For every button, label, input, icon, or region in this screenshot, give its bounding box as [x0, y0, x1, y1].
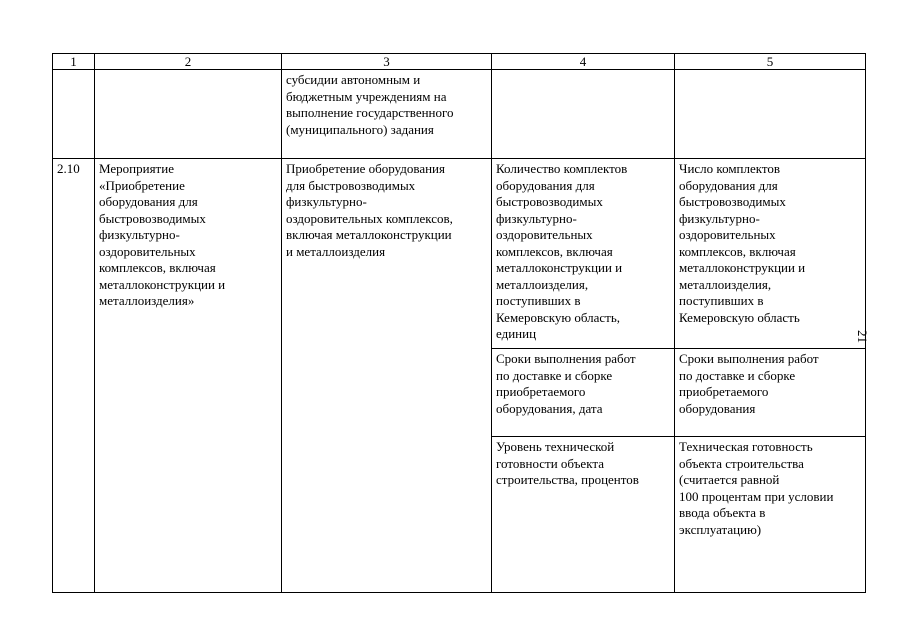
column-number-row	[53, 54, 866, 70]
indicator-name-text: Количество комплектов оборудования для быстровозводимых физкультурно- оздоровительных комплексов, включая металлоконструкции и металлоизделия, поступивших в Кемеровскую область, единиц	[496, 161, 628, 341]
column-number-5: 5	[675, 54, 866, 70]
indicator-method-text: Техническая готовность объекта строительства (считается равной 100 процентам при условии ввода объекта в эксплуатацию)	[679, 439, 834, 537]
continuation-indicator-cell	[492, 70, 675, 159]
column-number-4: 4	[492, 54, 675, 70]
column-number-3: 3	[282, 54, 492, 70]
page-number: 21	[855, 330, 870, 343]
column-number-2: 2	[95, 54, 282, 70]
indicator-name-cell	[492, 159, 675, 349]
table-row-2-10	[53, 159, 866, 349]
event-cell	[95, 159, 282, 593]
content-cell	[282, 159, 492, 593]
continuation-num-cell	[53, 70, 95, 159]
indicator-method-text: Сроки выполнения работ по доставке и сборке приобретаемого оборудования	[679, 351, 819, 416]
indicator-name-text: Сроки выполнения работ по доставке и сборке приобретаемого оборудования, дата	[496, 351, 636, 416]
continuation-method-cell	[675, 70, 866, 159]
indicators-table	[52, 53, 866, 593]
row-number: 2.10	[57, 161, 80, 176]
content-text: Приобретение оборудования для быстровозводимых физкультурно- оздоровительных комплексов, включая металлоконструкции и металлоизделия	[286, 161, 453, 259]
row-number-cell	[53, 159, 95, 593]
indicator-method-cell	[675, 349, 866, 437]
indicator-name-cell	[492, 437, 675, 593]
continuation-content-cell	[282, 70, 492, 159]
indicator-name-cell	[492, 349, 675, 437]
event-text: Мероприятие «Приобретение оборудования для быстровозводимых физкультурно- оздоровительных комплексов, включая металлоконструкции и металлоизделия»	[99, 161, 226, 308]
continuation-content-text: субсидии автономным и бюджетным учреждениям на выполнение государственного (муниципального) задания	[286, 72, 454, 137]
indicator-method-cell	[675, 159, 866, 349]
column-number-1: 1	[53, 54, 95, 70]
continuation-event-cell	[95, 70, 282, 159]
indicator-method-cell	[675, 437, 866, 593]
indicator-name-text: Уровень технической готовности объекта строительства, процентов	[496, 439, 639, 487]
indicator-method-text: Число комплектов оборудования для быстровозводимых физкультурно- оздоровительных комплексов, включая металлоконструкции и металлоизделия, поступивших в Кемеровскую область	[679, 161, 806, 325]
continuation-row	[53, 70, 866, 159]
